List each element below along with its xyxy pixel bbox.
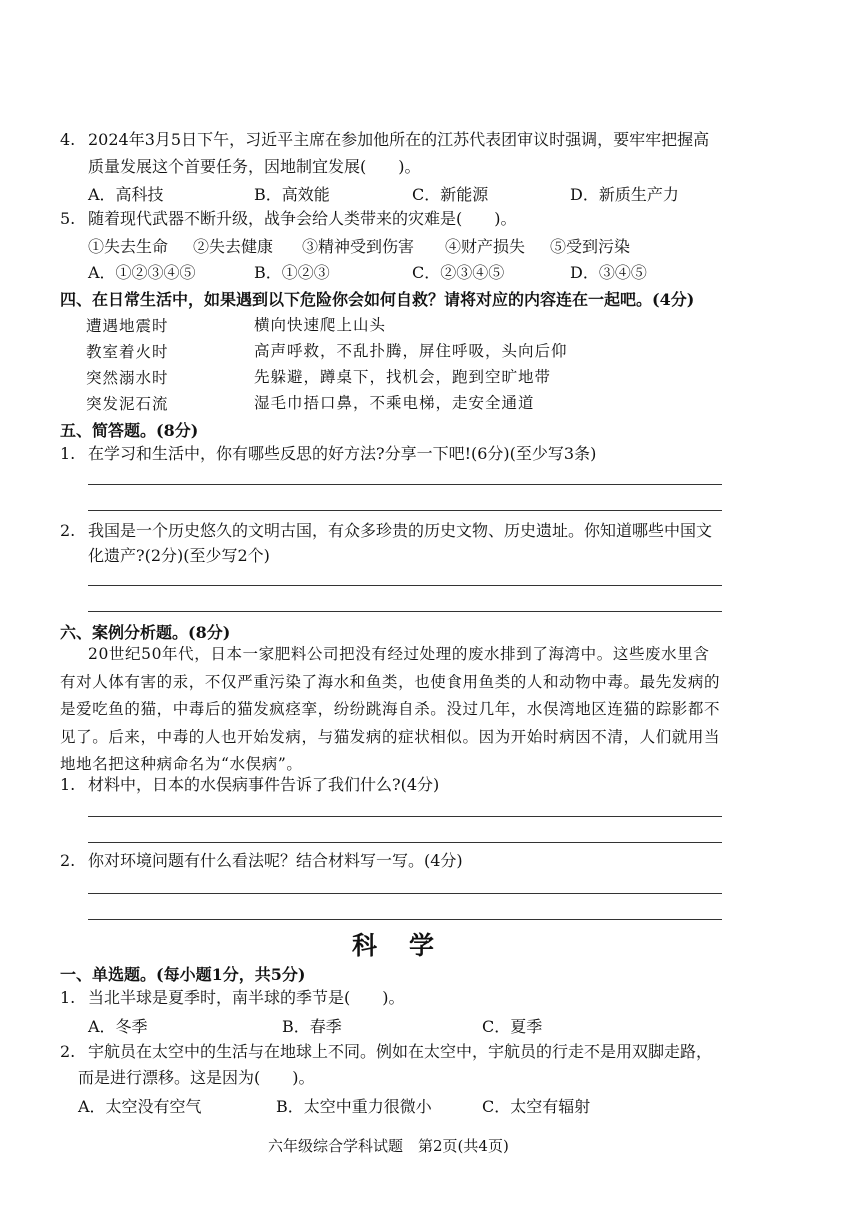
- question-number: 1.: [60, 775, 76, 794]
- question-text: 材料中，日本的水俣病事件告诉了我们什么?(4分): [88, 775, 440, 794]
- question-text-line1: 2024年3月5日下午，习近平主席在参加他所在的江苏代表团审议时强调，要牢牢把握高: [88, 130, 710, 149]
- option-d: D．新质生产力: [570, 185, 679, 204]
- question-text-line1: 我国是一个历史悠久的文明古国，有众多珍贵的历史文物、历史遗址。你知道哪些中国文: [88, 521, 713, 540]
- section-5-question-2-line2: 化遗产?(2分)(至少写2个): [88, 546, 270, 565]
- question-number: 4.: [60, 130, 76, 149]
- answer-line[interactable]: [88, 484, 722, 485]
- answer-line[interactable]: [88, 842, 722, 843]
- question-number: 2.: [60, 521, 76, 540]
- option-d: D．③④⑤: [570, 263, 647, 282]
- option-b: B．高效能: [254, 185, 330, 204]
- question-text: 随着现代武器不断升级，战争会给人类带来的灾难是( )。: [88, 209, 517, 228]
- question-text-line1: 宇航员在太空中的生活与在地球上不同。例如在太空中，宇航员的行走不是用双脚走路，: [88, 1042, 713, 1061]
- question-number: 5.: [60, 209, 76, 228]
- question-number: 1.: [60, 444, 76, 463]
- question-number: 1.: [60, 988, 76, 1007]
- match-right-2: 高声呼救，不乱扑腾，屏住呼吸，头向后仰: [254, 342, 568, 360]
- section-4-title: 四、在日常生活中，如果遇到以下危险你会如何自救？请将对应的内容连在一起吧。(4分): [60, 290, 695, 309]
- item-4: ④财产损失: [445, 237, 526, 256]
- question-5: [60, 206, 517, 232]
- answer-line[interactable]: [88, 816, 722, 817]
- science-question-2: [60, 1039, 712, 1065]
- science-section-1-title: 一、单选题。(每小题1分，共5分): [60, 965, 306, 984]
- match-right-1: 横向快速爬上山头: [254, 316, 387, 334]
- match-left-3: 突然溺水时: [86, 369, 169, 387]
- question-4: [60, 127, 709, 153]
- section-5-title: 五、简答题。(8分): [60, 421, 199, 440]
- answer-line[interactable]: [88, 893, 722, 894]
- science-question-1: [60, 985, 405, 1011]
- option-c: C．②③④⑤: [412, 263, 505, 282]
- answer-line[interactable]: [88, 919, 722, 920]
- option-c: C．夏季: [482, 1017, 543, 1036]
- item-3: ③精神受到伤害: [302, 237, 415, 256]
- option-c: C．新能源: [412, 185, 489, 204]
- item-1: ①失去生命: [88, 237, 169, 256]
- option-c: C．太空有辐射: [482, 1097, 591, 1116]
- question-text: 你对环境问题有什么看法呢？结合材料写一写。(4分): [88, 851, 463, 870]
- match-left-4: 突发泥石流: [86, 395, 169, 413]
- science-title: 科学: [352, 931, 467, 960]
- option-a: A．高科技: [88, 185, 164, 204]
- section-5-question-1: [60, 441, 596, 467]
- question-4-line2: 质量发展这个首要任务，因地制宜发展( )。: [88, 157, 421, 176]
- option-b: B．太空中重力很微小: [276, 1097, 432, 1116]
- question-text: 当北半球是夏季时，南半球的季节是( )。: [88, 988, 405, 1007]
- science-question-2-line2: 而是进行漂移。这是因为( )。: [78, 1068, 315, 1087]
- section-6-question-2: [60, 848, 463, 874]
- match-right-4: 湿毛巾捂口鼻，不乘电梯，走安全通道: [254, 394, 535, 412]
- question-text: 在学习和生活中，你有哪些反思的好方法?分享一下吧!(6分)(至少写3条): [88, 444, 597, 463]
- match-right-3: 先躲避，蹲桌下，找机会，跑到空旷地带: [254, 368, 552, 386]
- section-5-question-2: [60, 518, 712, 544]
- question-number: 2.: [60, 851, 76, 870]
- page-footer: 六年级综合学科试题 第2页(共4页): [268, 1137, 509, 1155]
- match-left-2: 教室着火时: [86, 343, 169, 361]
- item-2: ②失去健康: [193, 237, 274, 256]
- option-b: B．①②③: [254, 263, 330, 282]
- answer-line[interactable]: [88, 611, 722, 612]
- question-number: 2.: [60, 1042, 76, 1061]
- answer-line[interactable]: [88, 510, 722, 511]
- section-6-question-1: [60, 772, 439, 798]
- option-b: B．春季: [282, 1017, 342, 1036]
- option-a: A．冬季: [88, 1017, 148, 1036]
- match-left-1: 遭遇地震时: [86, 317, 169, 335]
- option-a: A．①②③④⑤: [88, 263, 196, 282]
- section-6-title: 六、案例分析题。(8分): [60, 623, 231, 642]
- answer-line[interactable]: [88, 585, 722, 586]
- option-a: A．太空没有空气: [78, 1097, 202, 1116]
- case-paragraph: 20世纪50年代，日本一家肥料公司把没有经过处理的废水排到了海湾中。这些废水里含有对人体有害的汞，不仅严重污染了海水和鱼类，也使食用鱼类的人和动物中毒。最先发病的是爱吃鱼的猫，中毒后的猫发疯痉挛，纷纷跳海自杀。没过几年，水俣湾地区连猫的踪影都不见了。后来，中毒的人也开始发病，与猫发病的症状相似。因为开始时病因不清，人们就用当地地名把这种病命名为“水俣病”。: [60, 645, 721, 773]
- item-5: ⑤受到污染: [550, 237, 631, 256]
